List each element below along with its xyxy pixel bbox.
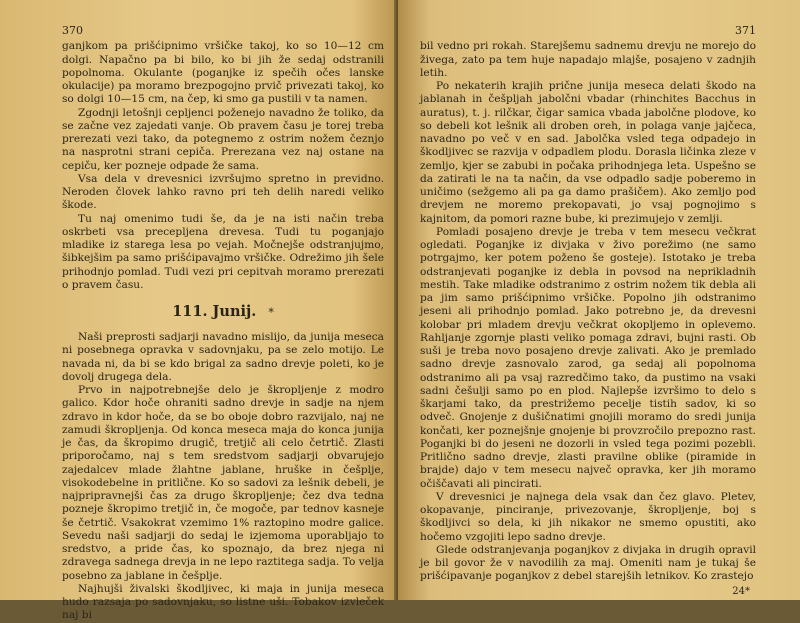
- paragraph: ganjkom pa prišćipnimo vršičke takoj, ko so 10—12 cm dolgi. Napačno pa bi bilo, ko bi jih že sedaj odstranili popolnoma. Okulante (poganjke iz spečih očes lanske okulacije) pa moramo brezpogojno prvič privezati takoj, ko so dolgi 10—15 cm, na čep, ki smo ga pustili v ta namen.: [62, 40, 384, 106]
- paragraph: Pomladi posajeno drevje je treba v tem mesecu večkrat ogledati. Poganjke iz divjaka v živo porežimo (ne samo potrgajmo, ker potem poženo še gosteje). Istotako je treba odstranjevati poganjke iz debla in povsod na neprikladnih mestih. Take mladike odstranimo z ostrim nožem tik debla ali pa jim samo prišćipnimo vršičke. Popolno jih odstranimo jeseni ali prihodnjo pomlad. Jako potrebno je, da drevesni kolobar pri mladem drevju večkrat okopljemo in oplevemo. Rahljanje zgornje plasti veliko pomaga zdravi, bujni rasti. Ob suši je treba novo posajeno drevje zalivati. Ako je premlado sadno drevje zasnovalo zarod, ga sedaj ali popolnoma odstranimo ali pa vsaj razredčimo tako, da pustimo na vsaki sadni češulji samo po en plod. Najlepše izvršimo to delo s škarjami tako, da prestrižemo pecelje tistih sadov, ki so odveč. Gnojenje z dušičnatimi gnojili moramo do sredi junija končati, ker poznejšnje gnojenje bi provzročilo prepozno rast. Poganjki bi do jeseni ne dozorli in vsled tega pozimi pozebli. Pritlično sadno drevje, zlasti pravilne oblike (piramide in brajde) dajo v tem mesecu največ opravka, ker jih moramo očiščavati ali pincirati.: [420, 225, 756, 490]
- left-text-top: [62, 40, 384, 292]
- paragraph: Zgodnji letošnji cepljenci poženejo navadno že toliko, da se začne vez zajedati vanje. Ob pravem času je torej treba prerezati vezi tako, da potegnemo z ostrim nožem čeznjo na nasprotni strani cepiča. Prerezana vez naj ostane na cepiču, ker pozneje odpade že sama.: [62, 106, 384, 172]
- paragraph: Prvo in najpotrebnejše delo je škropljenje z modro galico. Kdor hoče ohraniti sadno drevje in sadje na njem zdravo in kdor hoče, da se bo oboje dobro razvijalo, naj ne zamudi škropljenja. Od konca meseca maja do konca junija je čas, da škropimo drugič, tretjič ali celo četrtič. Zlasti priporočamo, naj s tem sredstvom sadjarji obvarujejo zajedalcev mlade žlahtne jablane, hruške in češplje, visokodebelne in pritlične. Ko so sadovi za lešnik debeli, je najpripravnejši čas za drugo škropljenje; čez dva tedna pozneje škropimo tretjič in, če mogoče, par tednov kasneje še četrtič. Vsakokrat vzemimo 1% raztopino modre galice. Sevedu naši sadjarji do sedaj le izjemoma uporabljajo to sredstvo, a pride čas, ko spoznajo, da brez njega ni zdravega sadnega drevja in ne lepo raztitega sadja. To velja posebno za jablane in češplje.: [62, 384, 384, 582]
- paragraph: Vsa dela v drevesnici izvršujmo spretno in previdno. Neroden človek lahko ravno pri teh delih naredi veliko škode.: [62, 172, 384, 212]
- paragraph: bil vedno pri rokah. Starejšemu sadnemu drevju ne morejo do živega, zato pa tem huje napadajo mlajše, posajeno v zadnjih letih.: [420, 40, 756, 79]
- paragraph: Glede odstranjevanja poganjkov z divjaka in drugih opravil je bil govor že v navodilih za maj. Omeniti nam je tukaj še prišćipavanje poganjkov z debel starejših letnikov. Ko zrastejo: [420, 543, 756, 583]
- left-page: [0, 0, 398, 622]
- page-number-right: 371: [735, 24, 756, 37]
- page-number-left: 370: [62, 24, 83, 37]
- left-text-bottom: [62, 331, 384, 623]
- heading-title: 111. Junij.: [172, 303, 257, 320]
- heading-mark: *: [268, 306, 274, 319]
- paragraph: Tu naj omenimo tudi še, da je na isti način treba oskrbeti vsa precepljena drevesa. Tudi tu poganjajo mladike iz starega lesa po vejah. Močnejše odstranjujmo, šibkejšim pa samo prišćipavajmo vršičke. Odrežimo jih šele prihodnjo pomlad. Tudi vezi pri cepitvah moramo prerezati o pravem času.: [62, 212, 384, 291]
- paragraph: Naši preprosti sadjarji navadno mislijo, da junija meseca ni posebnega opravka v sadovnjaku, pa se zelo motijo. Le navada ni, da bi se kdo brigal za sadno drevje poleti, ko je dovolj drugega dela.: [62, 331, 384, 383]
- paragraph: Najhujši živalski škodljivec, ki maja in junija meseca hudo razsaja po sadovnjaku, so listne uši. Tobakov izvleček naj bi: [62, 582, 384, 622]
- paragraph: V drevesnici je najnega dela vsak dan čez glavo. Pletev, okopavanje, pinciranje, privezovanje, škropljenje, boj s škodljivci so dela, ki jih nikakor ne smemo opustiti, ako hočemo vzgojiti lepo sadno drevje.: [420, 490, 756, 543]
- section-heading: [62, 303, 384, 322]
- paragraph: Po nekaterih krajih prične junija meseca delati škodo na jablanah in češpljah jabolčni vbadar (rhinchites Bacchus in auratus), t. j. rilčkar, čigar samica vbada jabolčne plodove, ko so debeli kot lešnik ali droben oreh, in polaga vanje jajčeca, navadno po več v en sad. Jabolčka vsled tega odpadejo in škodljivec se razvija v odpadlem plodu. Dorasla ličinka zleze v zemljo, kjer se zabubi in počaka prihodnjega leta. Uspešno se da zatirati le na ta način, da vse odpadlo sadje poberemo in uničimo (sežgemo ali pa ga damo prašičem). Ako zemljo pod drevjem ne moremo prekopavati, jo vsaj pognojimo s kajnitom, da pomori razne bube, ki prezimujejo v zemlji.: [420, 80, 756, 225]
- signature-mark: 24*: [732, 585, 750, 597]
- right-text: [420, 40, 756, 583]
- right-page: [398, 0, 800, 600]
